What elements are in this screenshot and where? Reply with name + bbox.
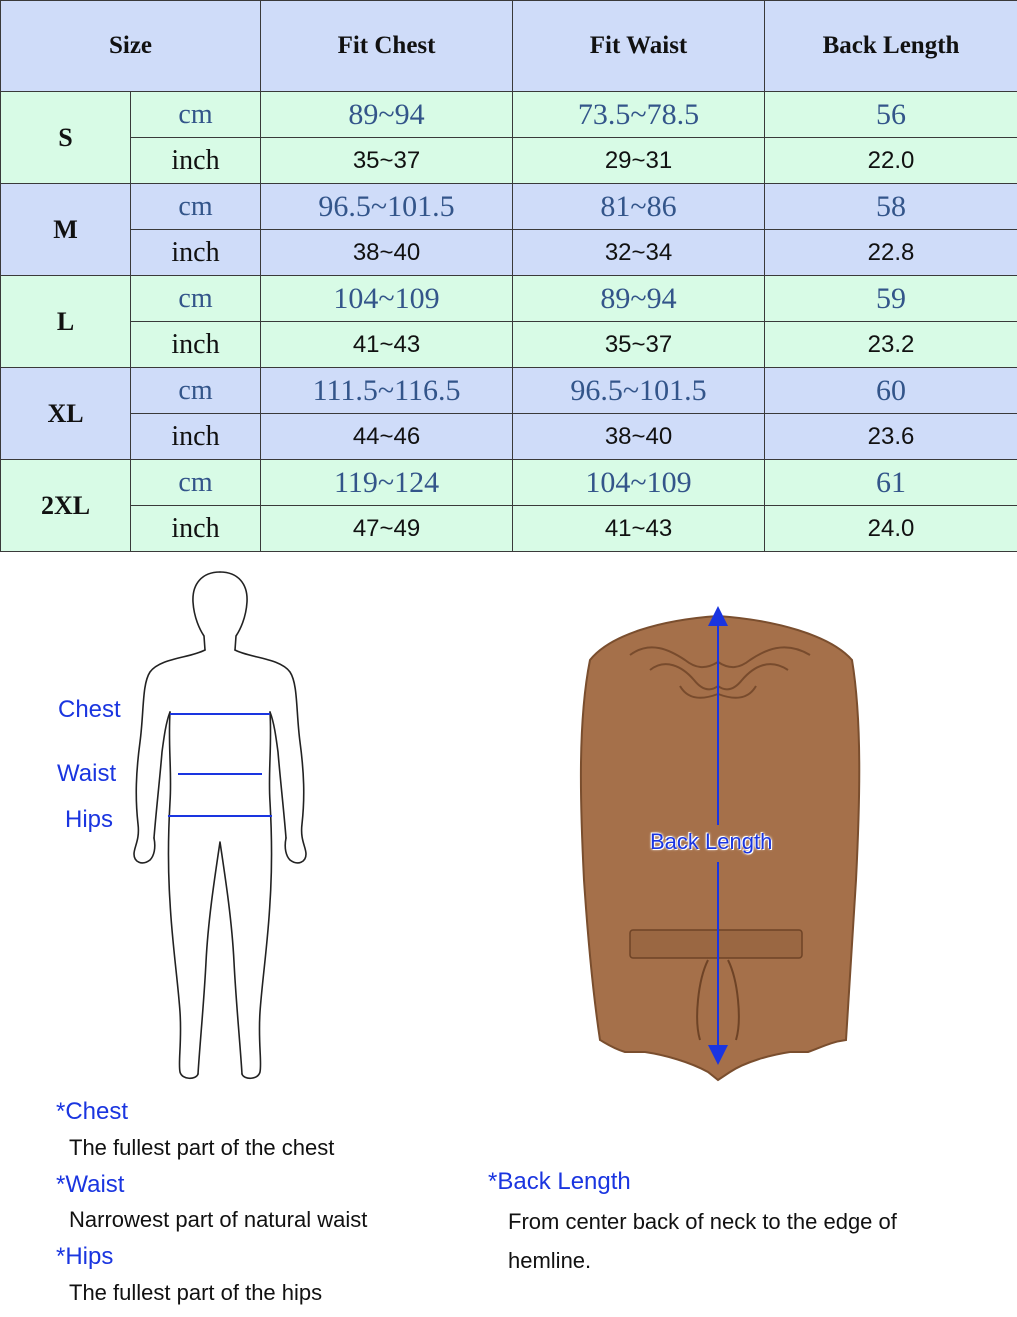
unit-cm-cell: cm [131, 368, 261, 414]
waist-definition-text: Narrowest part of natural waist [69, 1207, 368, 1232]
table-row [1, 322, 1017, 368]
chest-inch-cell: 35~37 [261, 138, 513, 184]
unit-inch-cell: inch [131, 322, 261, 368]
back-length-cm-cell: 56 [765, 92, 1017, 138]
back-length-definition-text-line2: hemline. [508, 1248, 592, 1273]
waist-cm-cell: 89~94 [513, 276, 765, 322]
back-length-inch-cell: 23.2 [765, 322, 1017, 368]
table-row [1, 506, 1017, 552]
unit-inch-cell: inch [131, 138, 261, 184]
back-length-definition-text-line1: From center back of neck to the edge of [508, 1209, 897, 1234]
back-length-cm-cell: 58 [765, 184, 1017, 230]
back-length-inch-cell: 22.0 [765, 138, 1017, 184]
waist-inch-cell: 41~43 [513, 506, 765, 552]
chest-inch-cell: 41~43 [261, 322, 513, 368]
table-row [1, 414, 1017, 460]
table-row [1, 460, 1017, 506]
waist-inch-cell: 35~37 [513, 322, 765, 368]
chest-label: Chest [58, 696, 121, 723]
table-row [1, 184, 1017, 230]
body-outline-figure [130, 562, 320, 1087]
table-row [1, 230, 1017, 276]
unit-inch-cell: inch [131, 414, 261, 460]
waist-definition-title: *Waist [56, 1171, 125, 1198]
unit-inch-cell: inch [131, 506, 261, 552]
header-back-length: Back Length [765, 1, 1017, 92]
back-length-cm-cell: 59 [765, 276, 1017, 322]
waist-cm-cell: 104~109 [513, 460, 765, 506]
unit-cm-cell: cm [131, 184, 261, 230]
chest-cm-cell: 119~124 [261, 460, 513, 506]
unit-inch-cell: inch [131, 230, 261, 276]
waist-cm-cell: 96.5~101.5 [513, 368, 765, 414]
waist-inch-cell: 38~40 [513, 414, 765, 460]
header-fit-chest: Fit Chest [261, 1, 513, 92]
back-length-inch-cell: 24.0 [765, 506, 1017, 552]
chest-inch-cell: 44~46 [261, 414, 513, 460]
chest-cm-cell: 111.5~116.5 [261, 368, 513, 414]
waist-inch-cell: 29~31 [513, 138, 765, 184]
unit-cm-cell: cm [131, 276, 261, 322]
waist-cm-cell: 81~86 [513, 184, 765, 230]
table-row [1, 92, 1017, 138]
chest-cm-cell: 89~94 [261, 92, 513, 138]
chest-cm-cell: 104~109 [261, 276, 513, 322]
unit-cm-cell: cm [131, 460, 261, 506]
size-cell: M [1, 184, 131, 276]
size-cell: XL [1, 368, 131, 460]
size-cell: 2XL [1, 460, 131, 552]
back-length-cm-cell: 60 [765, 368, 1017, 414]
header-fit-waist: Fit Waist [513, 1, 765, 92]
chest-inch-cell: 38~40 [261, 230, 513, 276]
size-cell: S [1, 92, 131, 184]
table-header-row [1, 1, 1017, 92]
header-size: Size [1, 1, 261, 92]
size-chart-table [0, 0, 1017, 552]
table-row [1, 368, 1017, 414]
back-length-inch-cell: 23.6 [765, 414, 1017, 460]
unit-cm-cell: cm [131, 92, 261, 138]
waist-cm-cell: 73.5~78.5 [513, 92, 765, 138]
back-length-definition-title: *Back Length [488, 1168, 631, 1195]
hips-definition-text: The fullest part of the hips [69, 1280, 323, 1305]
table-row [1, 276, 1017, 322]
chest-cm-cell: 96.5~101.5 [261, 184, 513, 230]
table-row [1, 138, 1017, 184]
chest-inch-cell: 47~49 [261, 506, 513, 552]
waist-inch-cell: 32~34 [513, 230, 765, 276]
back-length-inch-cell: 22.8 [765, 230, 1017, 276]
waist-label: Waist [57, 760, 117, 787]
chest-definition-text: The fullest part of the chest [69, 1135, 335, 1160]
back-length-cm-cell: 61 [765, 460, 1017, 506]
chest-definition-title: *Chest [56, 1098, 129, 1125]
hips-label: Hips [65, 806, 114, 833]
size-cell: L [1, 276, 131, 368]
back-length-label: Back Length [650, 829, 773, 854]
hips-definition-title: *Hips [56, 1243, 114, 1270]
